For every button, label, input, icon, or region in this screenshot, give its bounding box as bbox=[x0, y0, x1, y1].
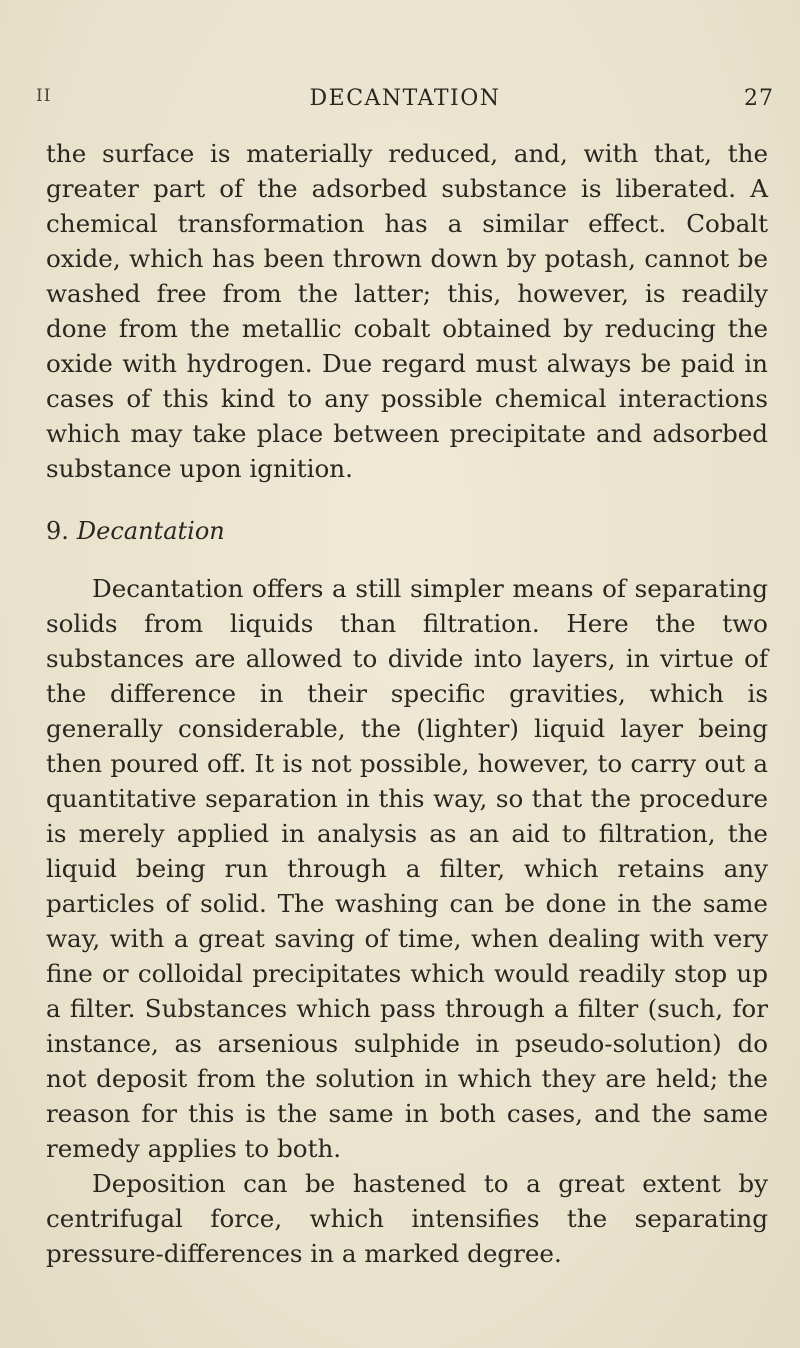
page-number: 27 bbox=[744, 86, 774, 111]
section-title: Decantation bbox=[76, 517, 225, 545]
section-heading bbox=[46, 514, 768, 549]
paragraph-decantation: Decantation offers a still simpler means of separating solids from liquids than filtration. Here the two substances are allowed to divide into layers, in virtue of the difference in their specific gravities, which is generally considerable, the (lighter) liquid layer being then poured off. It is not possible, however, to carry out a quantitative separation in this way, so that the procedure is merely applied in analysis as an aid to filtration, the liquid being run through a filter, which retains any particles of solid. The washing can be done in the same way, with a great saving of time, when dealing with very fine or colloidal precipitates which would readily stop up a filter. Substances which pass through a filter (such, for instance, as arsenious sulphide in pseudo-solution) do not deposit from the solution in which they are held; the reason for this is the same in both cases, and the same remedy applies to both. bbox=[46, 574, 768, 1163]
body-text bbox=[46, 136, 768, 1271]
running-title: DECANTATION bbox=[309, 86, 501, 111]
running-head bbox=[36, 86, 774, 118]
section-number: 9. bbox=[46, 517, 69, 545]
volume-number: II bbox=[36, 86, 52, 106]
paragraph-continuation: the surface is materially reduced, and, with that, the greater part of the adsorbed substance is liberated. A chemical transformation has a similar effect. Cobalt oxide, which has been thrown down by potash, cannot be washed free from the latter; this, however, is readily done from the metallic cobalt obtained by reducing the oxide with hydrogen. Due regard must always be paid in cases of this kind to any possible chemical interactions which may take place between precipitate and adsorbed substance upon ignition. bbox=[46, 139, 768, 483]
paragraph-deposition: Deposition can be hastened to a great extent by centrifugal force, which intensifies the separating pressure-differences in a marked degree. bbox=[46, 1169, 768, 1268]
